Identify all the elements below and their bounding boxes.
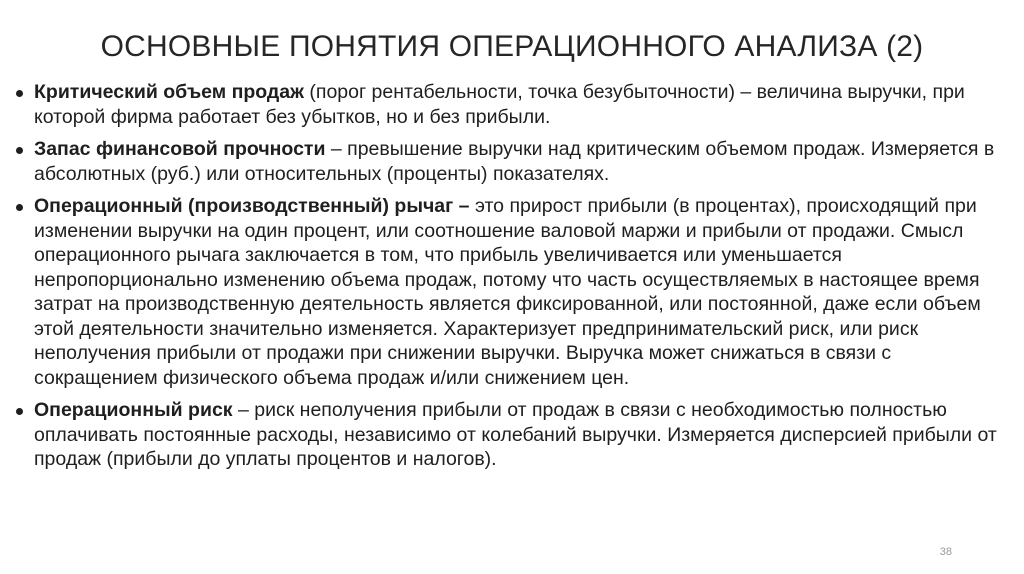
bullet-dot-icon (16, 147, 23, 154)
term-label: Операционный риск (34, 399, 233, 421)
term-label: Запас финансовой прочности (34, 138, 326, 160)
bullet-dot-icon (16, 408, 23, 415)
bullet-operating-leverage (12, 194, 1016, 390)
bullet-list (12, 80, 1016, 480)
term-label: Операционный (производственный) рычаг – (34, 195, 470, 217)
bullet-dot-icon (16, 204, 23, 211)
bullet-critical-sales-volume (12, 80, 1016, 129)
term-definition: (порог рентабельности, точка безубыточности) – величина выручки, при которой фирма работает без убытков, но и без прибыли. (34, 81, 965, 128)
term-definition: – риск неполучения прибыли от продаж в связи с необходимостью полностью оплачивать постоянные расходы, независимо от колебаний выручки. Измеряется дисперсией прибыли от продаж (прибыли до уплаты процентов и налогов). (34, 399, 997, 470)
bullet-dot-icon (16, 90, 23, 97)
term-label: Критический объем продаж (34, 81, 304, 103)
bullet-financial-safety-margin (12, 137, 1016, 186)
slide-title: ОСНОВНЫЕ ПОНЯТИЯ ОПЕРАЦИОННОГО АНАЛИЗА (2) (100, 30, 924, 63)
page-number: 38 (939, 546, 952, 558)
term-definition: – превышение выручки над критическим объемом продаж. Измеряется в абсолютных (руб.) или относительных (проценты) показателях. (34, 138, 995, 185)
bullet-operating-risk (12, 398, 1016, 472)
term-definition: это прирост прибыли (в процентах), происходящий при изменении выручки на один процент, или соотношение валовой маржи и прибыли от продажи. Смысл операционного рычага заключается в том, что прибыль увеличивается или уменьшается непропорционально изменению объема продаж, потому что часть осуществляемых в настоящее время затрат на производственную деятельность является фиксированной, или постоянной, даже если объем этой деятельности значительно изменяется. Характеризует предпринимательский риск, или риск неполучения прибыли от продажи при снижении выручки. Выручка может снижаться в связи с сокращением физического объема продаж и/или снижением цен. (34, 195, 981, 389)
